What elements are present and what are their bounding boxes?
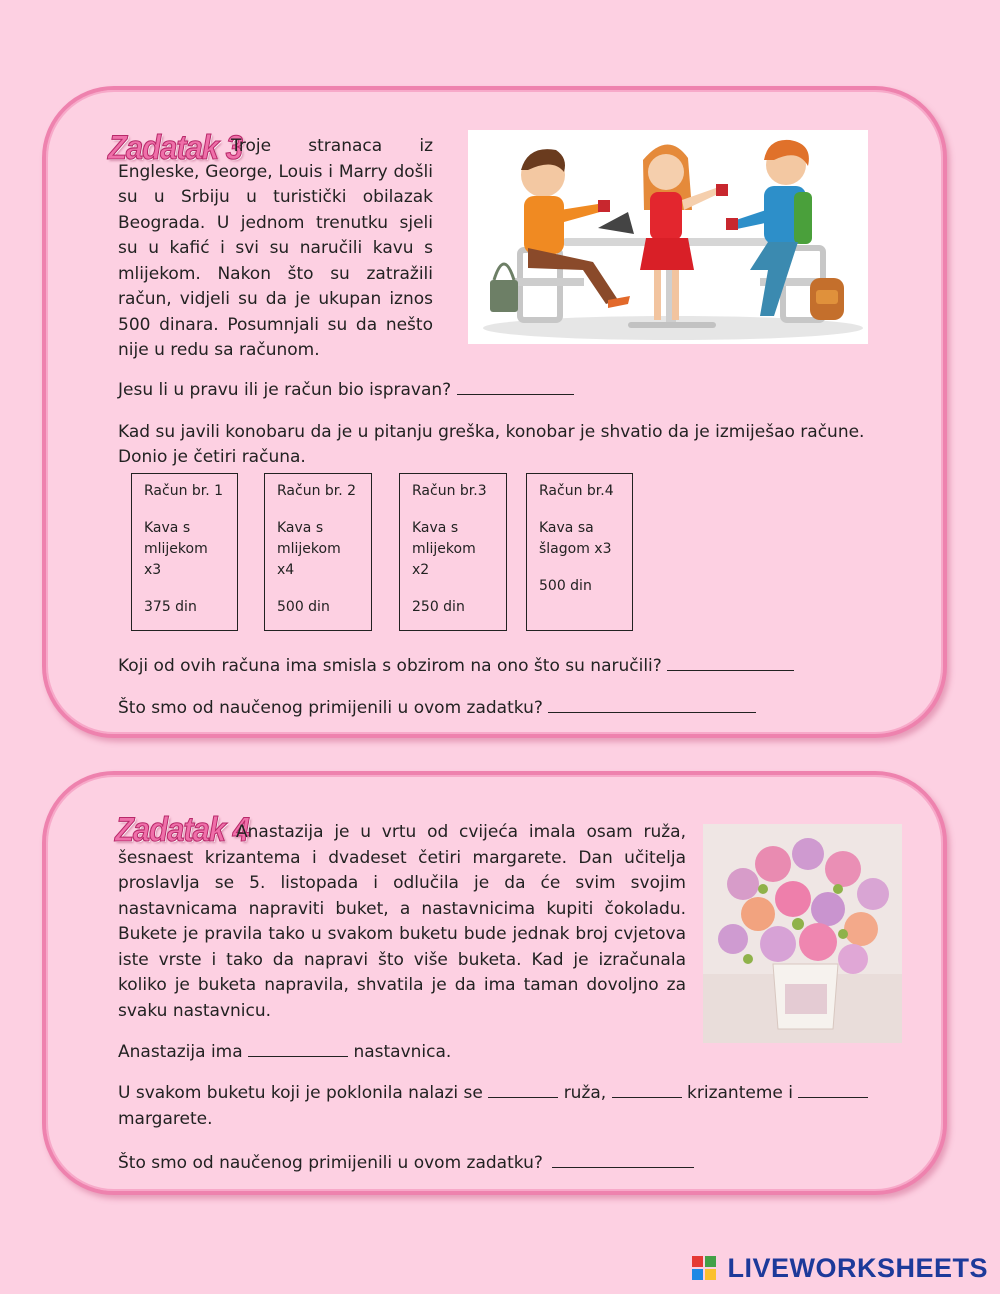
task4-q2-part4: margarete. xyxy=(118,1109,213,1129)
task4-q3: Što smo od naučenog primijenili u ovom zadatku? xyxy=(118,1153,543,1173)
task4-q2-part1: U svakom buketu koji je poklonila nalazi se xyxy=(118,1083,483,1103)
task3-intro: Troje stranaca iz Engleske, George, Louis i Marry došli su u Srbiju u turistički obilazak Beograda. U jednom trenutku sjeli su u kafić i svi su naručili kavu s mlijekom. Nakon što su zatražili račun, vidjeli su da je ukupan iznos 500 dinara. Posumnjali su da nešto nije u redu sa računom. xyxy=(118,136,433,360)
answer-blank-daisies[interactable] xyxy=(798,1083,868,1098)
receipt-price: 500 din xyxy=(539,578,592,594)
task3-question4: Što smo od naučenog primijenili u ovom zadatku? xyxy=(118,698,543,718)
task4-q1-before: Anastazija ima xyxy=(118,1042,243,1062)
receipt-item: Kava s mlijekom x3 xyxy=(144,520,208,578)
task3-question3: Koji od ovih računa ima smisla s obzirom na ono što su naručili? xyxy=(118,656,662,676)
task3-question1: Jesu li u pravu ili je račun bio ispravan? xyxy=(118,380,452,400)
answer-blank-1[interactable] xyxy=(457,380,574,395)
task4-question2-row xyxy=(118,1081,868,1106)
task4-title: Zadatak 4 xyxy=(115,810,250,849)
answer-blank-4[interactable] xyxy=(552,1153,694,1168)
cafe-people-illustration xyxy=(468,130,868,344)
task3-title: Zadatak 3 xyxy=(108,128,243,167)
task3-question3-row xyxy=(118,654,794,679)
receipt-price: 250 din xyxy=(412,599,465,615)
receipt-title: Račun br.3 xyxy=(412,483,487,499)
receipt-item: Kava s mlijekom x4 xyxy=(277,520,341,578)
answer-blank-2[interactable] xyxy=(667,656,794,671)
task4-question1-row xyxy=(118,1040,451,1065)
liveworksheets-logo-icon xyxy=(692,1256,716,1280)
task3-question2-line2: Donio je četiri računa. xyxy=(118,447,306,467)
receipt-title: Račun br.4 xyxy=(539,483,614,499)
liveworksheets-brand[interactable]: LIVEWORKSHEETS xyxy=(727,1253,988,1283)
receipt-title: Račun br. 2 xyxy=(277,483,357,499)
answer-blank-3[interactable] xyxy=(548,698,756,713)
task3-question4-row xyxy=(118,696,756,721)
receipt-item: Kava s mlijekom x2 xyxy=(412,520,476,578)
task4-q1-after: nastavnica. xyxy=(353,1042,452,1062)
task3-question1-row xyxy=(118,378,574,403)
flower-bouquet-photo xyxy=(703,824,902,1043)
answer-blank-teachers[interactable] xyxy=(248,1042,348,1057)
answer-blank-roses[interactable] xyxy=(488,1083,558,1098)
answer-blank-chrysanthemums[interactable] xyxy=(612,1083,682,1098)
task4-intro: Anastazija je u vrtu od cvijeća imala osam ruža, šesnaest krizantema i dvadeset četiri margarete. Dan učitelja proslavlja se 5. listopada i odlučila je da će svim svojim nastavnicama napraviti buket, a nastavnicima kupiti čokoladu. Bukete je pravila tako u svakom buketu bude jednak broj cvjetova iste vrste i tako da napravi što više buketa. Kad je izračunala koliko je buketa napravila, shvatila je da ima taman dovoljno za svaku nastavnicu. xyxy=(118,822,686,1021)
task4-question3-row xyxy=(118,1151,694,1176)
task3-question2-line1: Kad su javili konobaru da je u pitanju greška, konobar je shvatio da je izmiješao račune. xyxy=(118,422,865,442)
task4-q2-part3: krizanteme i xyxy=(687,1083,793,1103)
task4-q2-part2: ruža, xyxy=(563,1083,607,1103)
receipt-3 xyxy=(399,473,507,631)
receipt-price: 500 din xyxy=(277,599,330,615)
receipt-price: 375 din xyxy=(144,599,197,615)
receipt-1 xyxy=(131,473,238,631)
receipt-4 xyxy=(526,473,633,631)
receipt-title: Račun br. 1 xyxy=(144,483,224,499)
receipt-item: Kava sa šlagom x3 xyxy=(539,520,612,557)
receipt-2 xyxy=(264,473,372,631)
